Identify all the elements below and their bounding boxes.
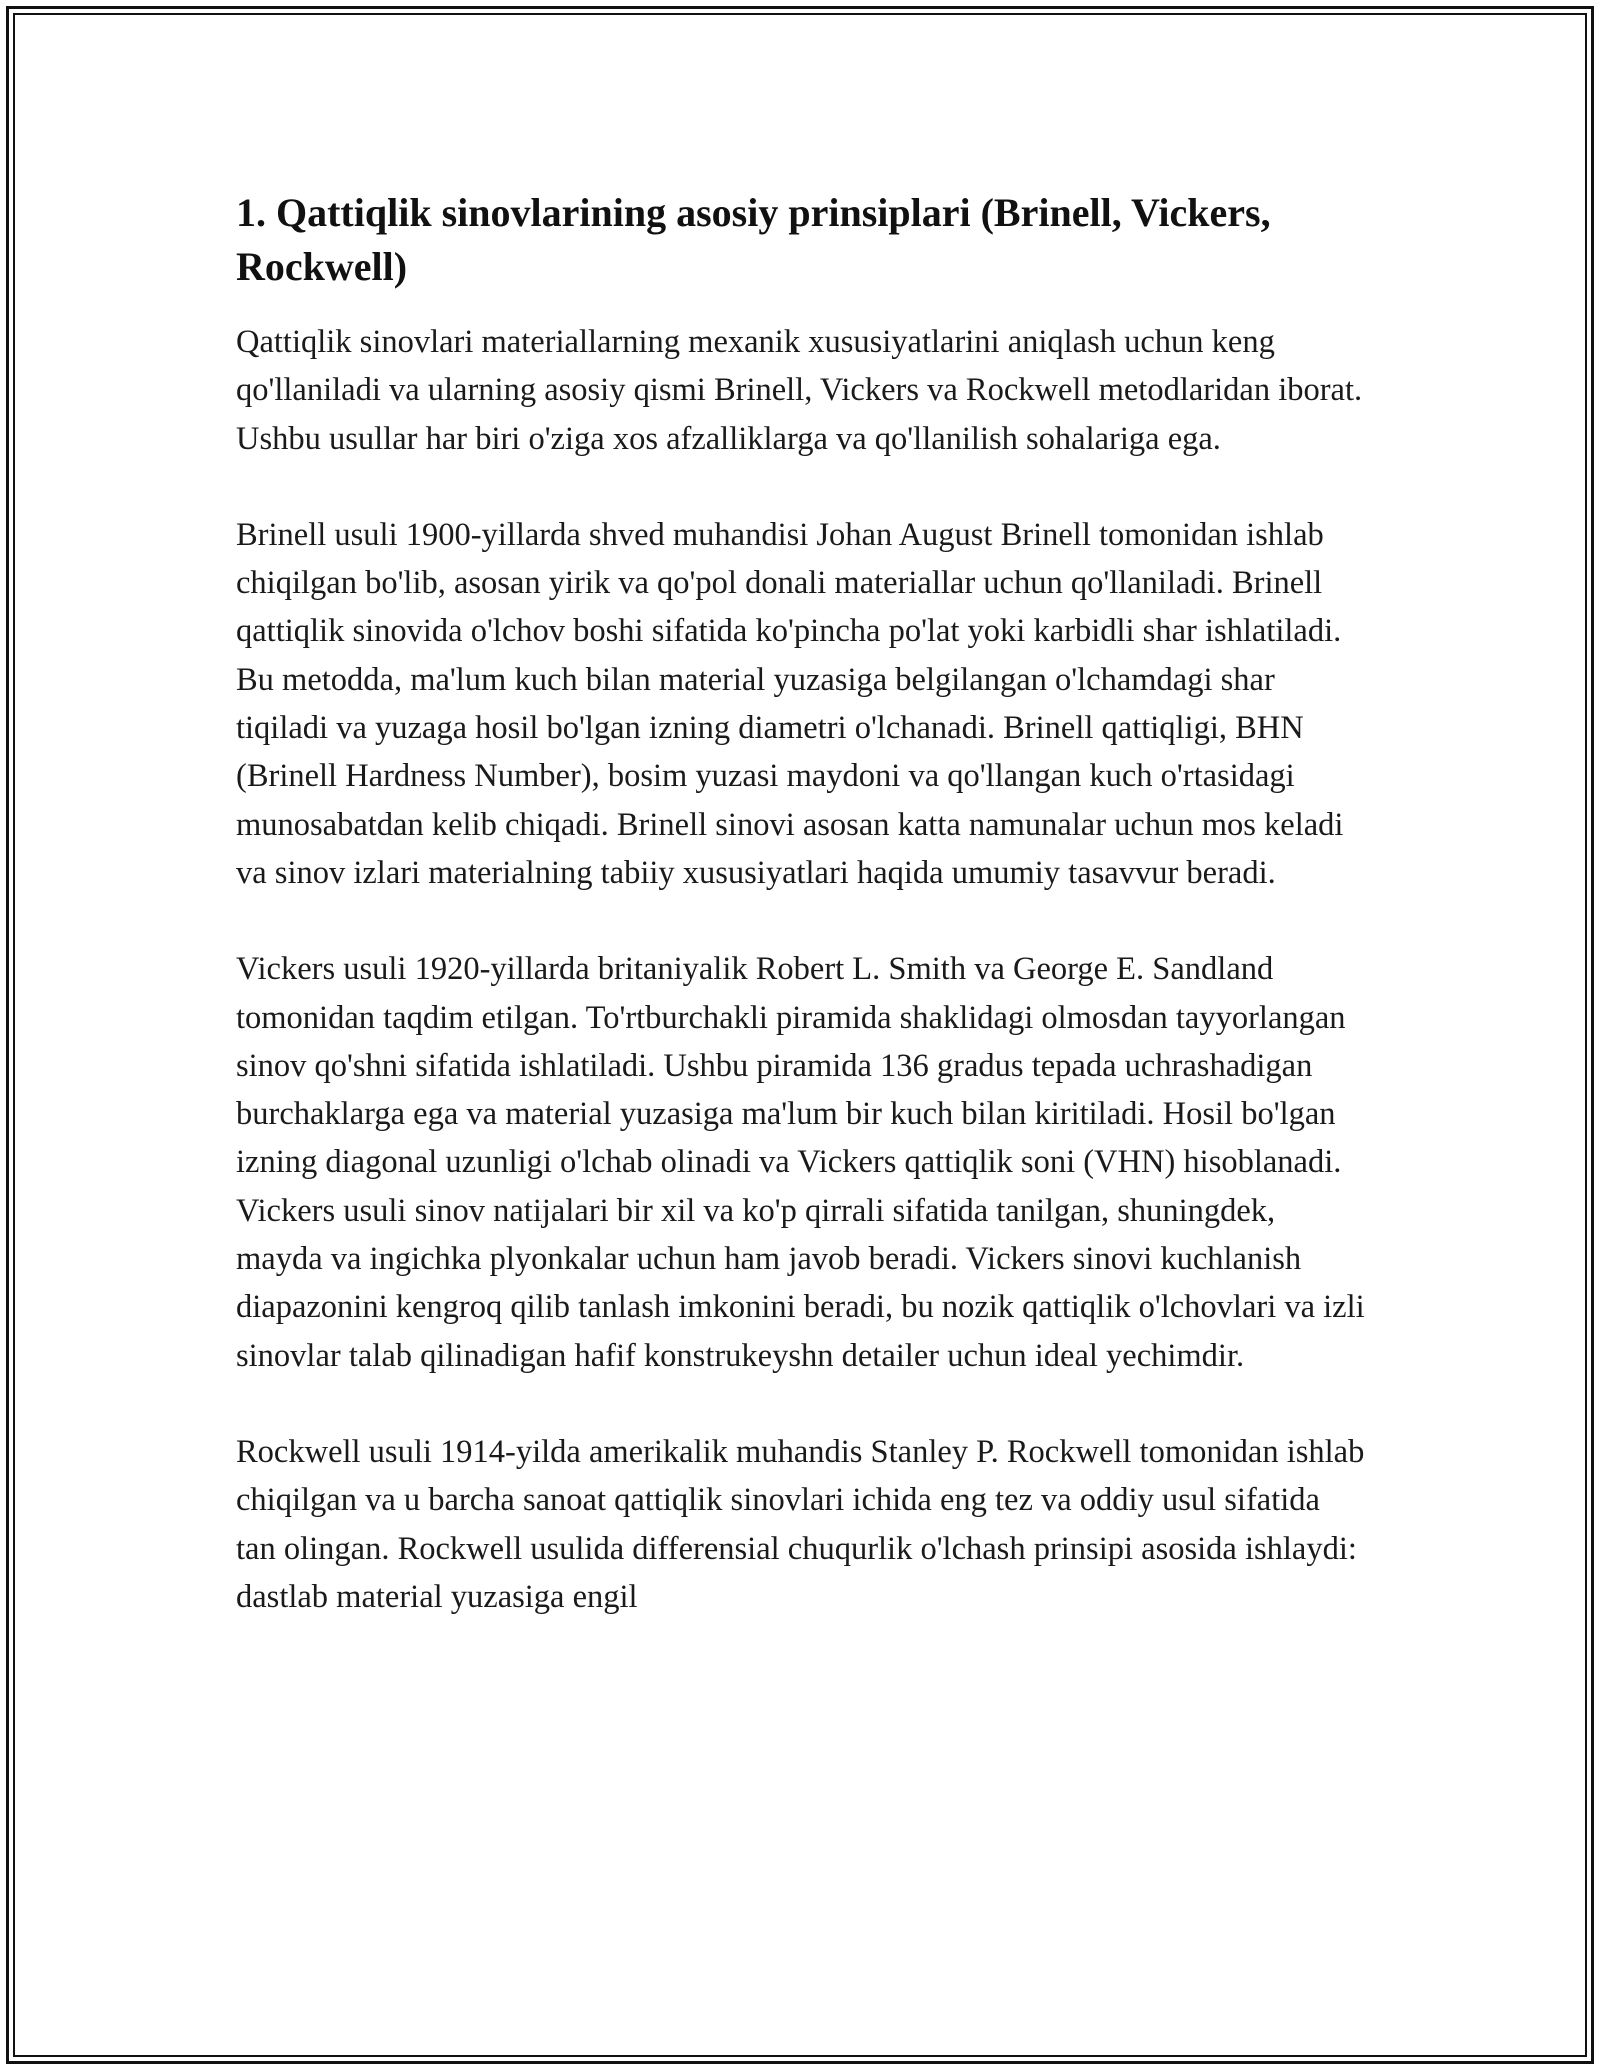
paragraph-brinell: Brinell usuli 1900-yillarda shved muhandisi Johan August Brinell tomonidan ishlab chiqilgan bo'lib, asosan yirik va qo'pol donali materiallar uchun qo'llaniladi. Brinell qattiqlik sinovida o'lchov boshi sifatida ko'pincha po'lat yoki karbidli shar ishlatiladi. Bu metodda, ma'lum kuch bilan material yuzasiga belgilangan o'lchamdagi shar tiqiladi va yuzaga hosil bo'lgan izning diametri o'lchanadi. Brinell qattiqligi, BHN (Brinell Hardness Number), bosim yuzasi maydoni va qo'llangan kuch o'rtasidagi munosabatdan kelib chiqadi. Brinell sinovi asosan katta namunalar uchun mos keladi va sinov izlari materialning tabiiy xususiyatlari haqida umumiy tasavvur beradi. (236, 516, 1344, 891)
document-body (236, 186, 1366, 1669)
paragraph-vickers: Vickers usuli 1920-yillarda britaniyalik Robert L. Smith va George E. Sandland tomonidan taqdim etilgan. To'rtburchakli piramida shaklidagi olmosdan tayyorlangan sinov qo'shni sifatida ishlatiladi. Ushbu piramida 136 gradus tepada uchrashadigan burchaklarga ega va material yuzasiga ma'lum bir kuch bilan kiritiladi. Hosil bo'lgan izning diagonal uzunligi o'lchab olinadi va Vickers qattiqlik soni (VHN) hisoblanadi. Vickers usuli sinov natijalari bir xil va ko'p qirrali sifatida tanilgan, shuningdek, mayda va ingichka plyonkalar uchun ham javob beradi. Vickers sinovi kuchlanish diapazonini kengroq qilib tanlash imkonini beradi, bu nozik qattiqlik o'lchovlari va izli sinovlar talab qilinadigan hafif konstrukeyshn detailer uchun ideal yechimdir. (236, 951, 1365, 1374)
section-heading: 1. Qattiqlik sinovlarining asosiy prinsiplari (Brinell, Vickers, Rockwell) (236, 190, 1271, 289)
paragraph-intro: Qattiqlik sinovlari materiallarning mexanik xususiyatlarini aniqlash uchun keng qo'llaniladi va ularning asosiy qismi Brinell, Vickers va Rockwell metodlaridan iborat. Ushbu usullar har biri o'ziga xos afzalliklarga va qo'llanilish sohalariga ega. (236, 324, 1363, 457)
paragraph-rockwell: Rockwell usuli 1914-yilda amerikalik muhandis Stanley P. Rockwell tomonidan ishlab chiqilgan va u barcha sanoat qattiqlik sinovlari ichida eng tez va oddiy usul sifatida tan olingan. Rockwell usulida differensial chuqurlik o'lchash prinsipi asosida ishlaydi: dastlab material yuzasiga engil (236, 1433, 1365, 1615)
